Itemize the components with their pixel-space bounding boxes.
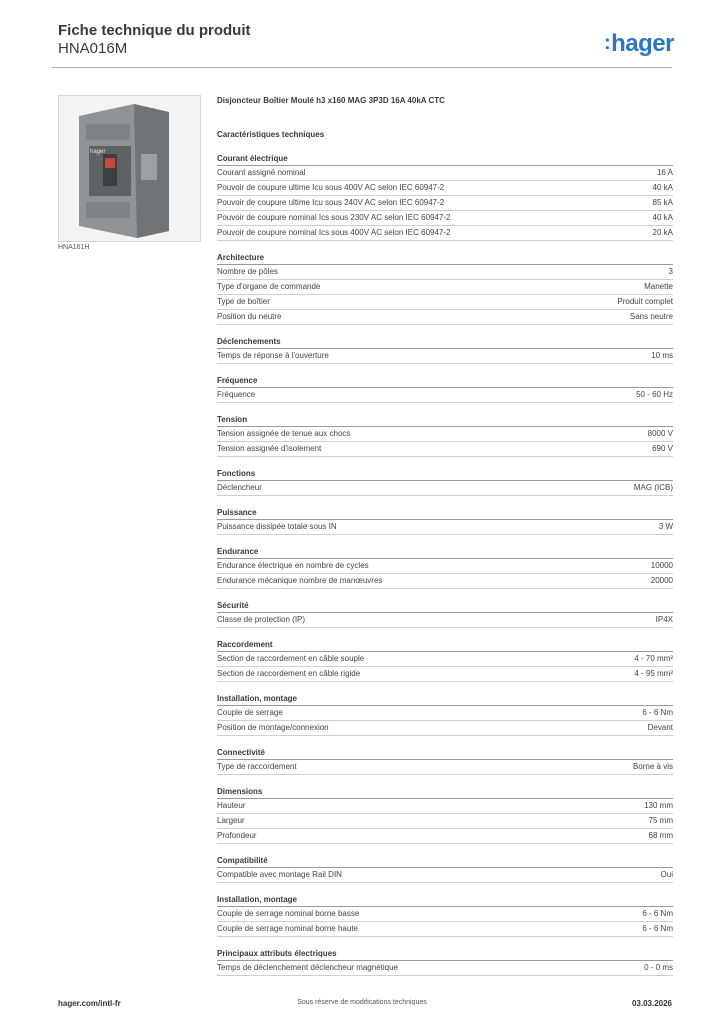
- spec-row: [217, 226, 673, 241]
- spec-row: [217, 868, 673, 883]
- spec-value: 40 kA: [652, 183, 673, 192]
- spec-row: [217, 652, 673, 667]
- spec-label: Couple de serrage nominal borne haute: [217, 924, 358, 933]
- spec-row: [217, 280, 673, 295]
- header-divider: [52, 67, 672, 68]
- spec-label: Pouvoir de coupure nominal Ics sous 230V AC selon IEC 60947-2: [217, 213, 451, 222]
- spec-label: Type d'organe de commande: [217, 282, 321, 291]
- header: [58, 22, 251, 58]
- technical-characteristics-title: Caractéristiques techniques: [217, 130, 325, 139]
- spec-label: Pouvoir de coupure ultime Icu sous 400V AC selon IEC 60947-2: [217, 183, 445, 192]
- spec-label: Déclencheur: [217, 483, 262, 492]
- section-title: Architecture: [217, 253, 673, 265]
- spec-value: MAG (ICB): [633, 483, 673, 492]
- spec-value: 10 ms: [651, 351, 673, 360]
- spec-section: [217, 895, 673, 937]
- spec-value: 20 kA: [652, 228, 673, 237]
- svg-text:hager: hager: [90, 149, 106, 155]
- product-description: Disjoncteur Boîtier Moulé h3 x160 MAG 3P3D 16A 40kA CTC: [217, 96, 445, 105]
- product-image: [58, 95, 201, 242]
- spec-label: Fréquence: [217, 390, 256, 399]
- spec-row: [217, 721, 673, 736]
- section-title: Connectivité: [217, 748, 673, 760]
- spec-value: 40 kA: [652, 213, 673, 222]
- spec-value: 690 V: [652, 444, 673, 453]
- section-title: Fonctions: [217, 469, 673, 481]
- spec-row: [217, 613, 673, 628]
- spec-row: [217, 442, 673, 457]
- spec-label: Compatible avec montage Rail DIN: [217, 870, 342, 879]
- footer-notice: Sous réserve de modifications techniques: [297, 999, 427, 1006]
- spec-value: 8000 V: [647, 429, 673, 438]
- spec-label: Largeur: [217, 816, 245, 825]
- spec-section: [217, 856, 673, 883]
- spec-value: 50 - 60 Hz: [636, 390, 673, 399]
- spec-label: Courant assigné nominal: [217, 168, 306, 177]
- spec-value: 75 mm: [648, 816, 673, 825]
- spec-label: Profondeur: [217, 831, 257, 840]
- section-title: Raccordement: [217, 640, 673, 652]
- spec-section: [217, 469, 673, 496]
- footer-website: hager.com/intl-fr: [58, 999, 121, 1008]
- spec-label: Pouvoir de coupure ultime Icu sous 240V AC selon IEC 60947-2: [217, 198, 445, 207]
- spec-value: 4 - 95 mm²: [634, 669, 673, 678]
- spec-sections: [217, 154, 673, 976]
- spec-value: IP4X: [655, 615, 673, 624]
- section-title: Fréquence: [217, 376, 673, 388]
- spec-row: [217, 196, 673, 211]
- spec-row: [217, 922, 673, 937]
- spec-row: [217, 349, 673, 364]
- section-title: Principaux attributs électriques: [217, 949, 673, 961]
- spec-value: 68 mm: [648, 831, 673, 840]
- spec-label: Couple de serrage: [217, 708, 283, 717]
- spec-row: [217, 388, 673, 403]
- spec-section: [217, 154, 673, 241]
- circuit-breaker-icon: [59, 96, 200, 241]
- spec-section: [217, 949, 673, 976]
- spec-row: [217, 520, 673, 535]
- spec-value: Sans neutre: [629, 312, 673, 321]
- section-title: Endurance: [217, 547, 673, 559]
- spec-row: [217, 829, 673, 844]
- section-title: Dimensions: [217, 787, 673, 799]
- spec-section: [217, 640, 673, 682]
- section-title: Puissance: [217, 508, 673, 520]
- spec-label: Type de raccordement: [217, 762, 297, 771]
- spec-value: 0 - 0 ms: [644, 963, 673, 972]
- logo-dots-icon: :: [603, 32, 611, 54]
- specifications: [217, 96, 673, 988]
- spec-row: [217, 814, 673, 829]
- section-title: Sécurité: [217, 601, 673, 613]
- spec-value: Produit complet: [617, 297, 673, 306]
- section-title: Courant électrique: [217, 154, 673, 166]
- spec-label: Section de raccordement en câble rigide: [217, 669, 361, 678]
- spec-value: 130 mm: [644, 801, 673, 810]
- spec-label: Couple de serrage nominal borne basse: [217, 909, 360, 918]
- spec-label: Puissance dissipée totale sous IN: [217, 522, 337, 531]
- spec-value: 6 - 6 Nm: [642, 708, 673, 717]
- spec-section: [217, 601, 673, 628]
- spec-row: [217, 310, 673, 325]
- spec-row: [217, 799, 673, 814]
- spec-section: [217, 337, 673, 364]
- spec-row: [217, 760, 673, 775]
- footer-date: 03.03.2026: [631, 999, 672, 1008]
- spec-label: Position de montage/connexion: [217, 723, 329, 732]
- spec-value: 85 kA: [652, 198, 673, 207]
- spec-section: [217, 787, 673, 844]
- spec-section: [217, 253, 673, 325]
- spec-value: 16 A: [656, 168, 673, 177]
- page-title: Fiche technique du produit: [58, 22, 251, 39]
- spec-label: Tension assignée de tenue aux chocs: [217, 429, 351, 438]
- spec-section: [217, 415, 673, 457]
- spec-row: [217, 166, 673, 181]
- spec-row: [217, 295, 673, 310]
- spec-label: Temps de déclenchement déclencheur magnétique: [217, 963, 399, 972]
- spec-value: 20000: [650, 576, 673, 585]
- spec-row: [217, 265, 673, 280]
- section-title: Déclenchements: [217, 337, 673, 349]
- spec-value: Borne à vis: [632, 762, 673, 771]
- spec-label: Classe de protection (IP): [217, 615, 306, 624]
- product-image-caption: HNA161H: [58, 244, 90, 251]
- spec-section: [217, 748, 673, 775]
- spec-label: Type de boîtier: [217, 297, 270, 306]
- spec-label: Endurance mécanique nombre de manœuvres: [217, 576, 383, 585]
- spec-value: 3: [668, 267, 673, 276]
- spec-row: [217, 427, 673, 442]
- spec-label: Nombre de pôles: [217, 267, 278, 276]
- spec-row: [217, 667, 673, 682]
- hager-logo: [604, 30, 674, 58]
- spec-label: Position du neutre: [217, 312, 282, 321]
- spec-row: [217, 574, 673, 589]
- section-title: Installation, montage: [217, 694, 673, 706]
- product-reference: HNA016M: [58, 40, 128, 57]
- spec-row: [217, 706, 673, 721]
- spec-label: Section de raccordement en câble souple: [217, 654, 365, 663]
- spec-label: Tension assignée d'isolement: [217, 444, 322, 453]
- section-title: Tension: [217, 415, 673, 427]
- spec-value: 6 - 6 Nm: [642, 909, 673, 918]
- spec-value: 4 - 70 mm²: [634, 654, 673, 663]
- spec-row: [217, 961, 673, 976]
- spec-row: [217, 907, 673, 922]
- spec-row: [217, 181, 673, 196]
- spec-label: Temps de réponse à l'ouverture: [217, 351, 329, 360]
- logo-text: hager: [611, 30, 674, 57]
- spec-label: Endurance électrique en nombre de cycles: [217, 561, 369, 570]
- spec-value: Oui: [660, 870, 673, 879]
- section-title: Installation, montage: [217, 895, 673, 907]
- spec-value: Devant: [647, 723, 673, 732]
- section-title: Compatibilité: [217, 856, 673, 868]
- spec-row: [217, 559, 673, 574]
- spec-section: [217, 508, 673, 535]
- spec-value: Manette: [644, 282, 673, 291]
- spec-value: 6 - 6 Nm: [642, 924, 673, 933]
- spec-value: 3 W: [658, 522, 673, 531]
- spec-row: [217, 211, 673, 226]
- spec-label: Pouvoir de coupure nominal Ics sous 400V AC selon IEC 60947-2: [217, 228, 451, 237]
- spec-row: [217, 481, 673, 496]
- spec-label: Hauteur: [217, 801, 246, 810]
- spec-section: [217, 547, 673, 589]
- spec-section: [217, 376, 673, 403]
- spec-section: [217, 694, 673, 736]
- spec-value: 10000: [650, 561, 673, 570]
